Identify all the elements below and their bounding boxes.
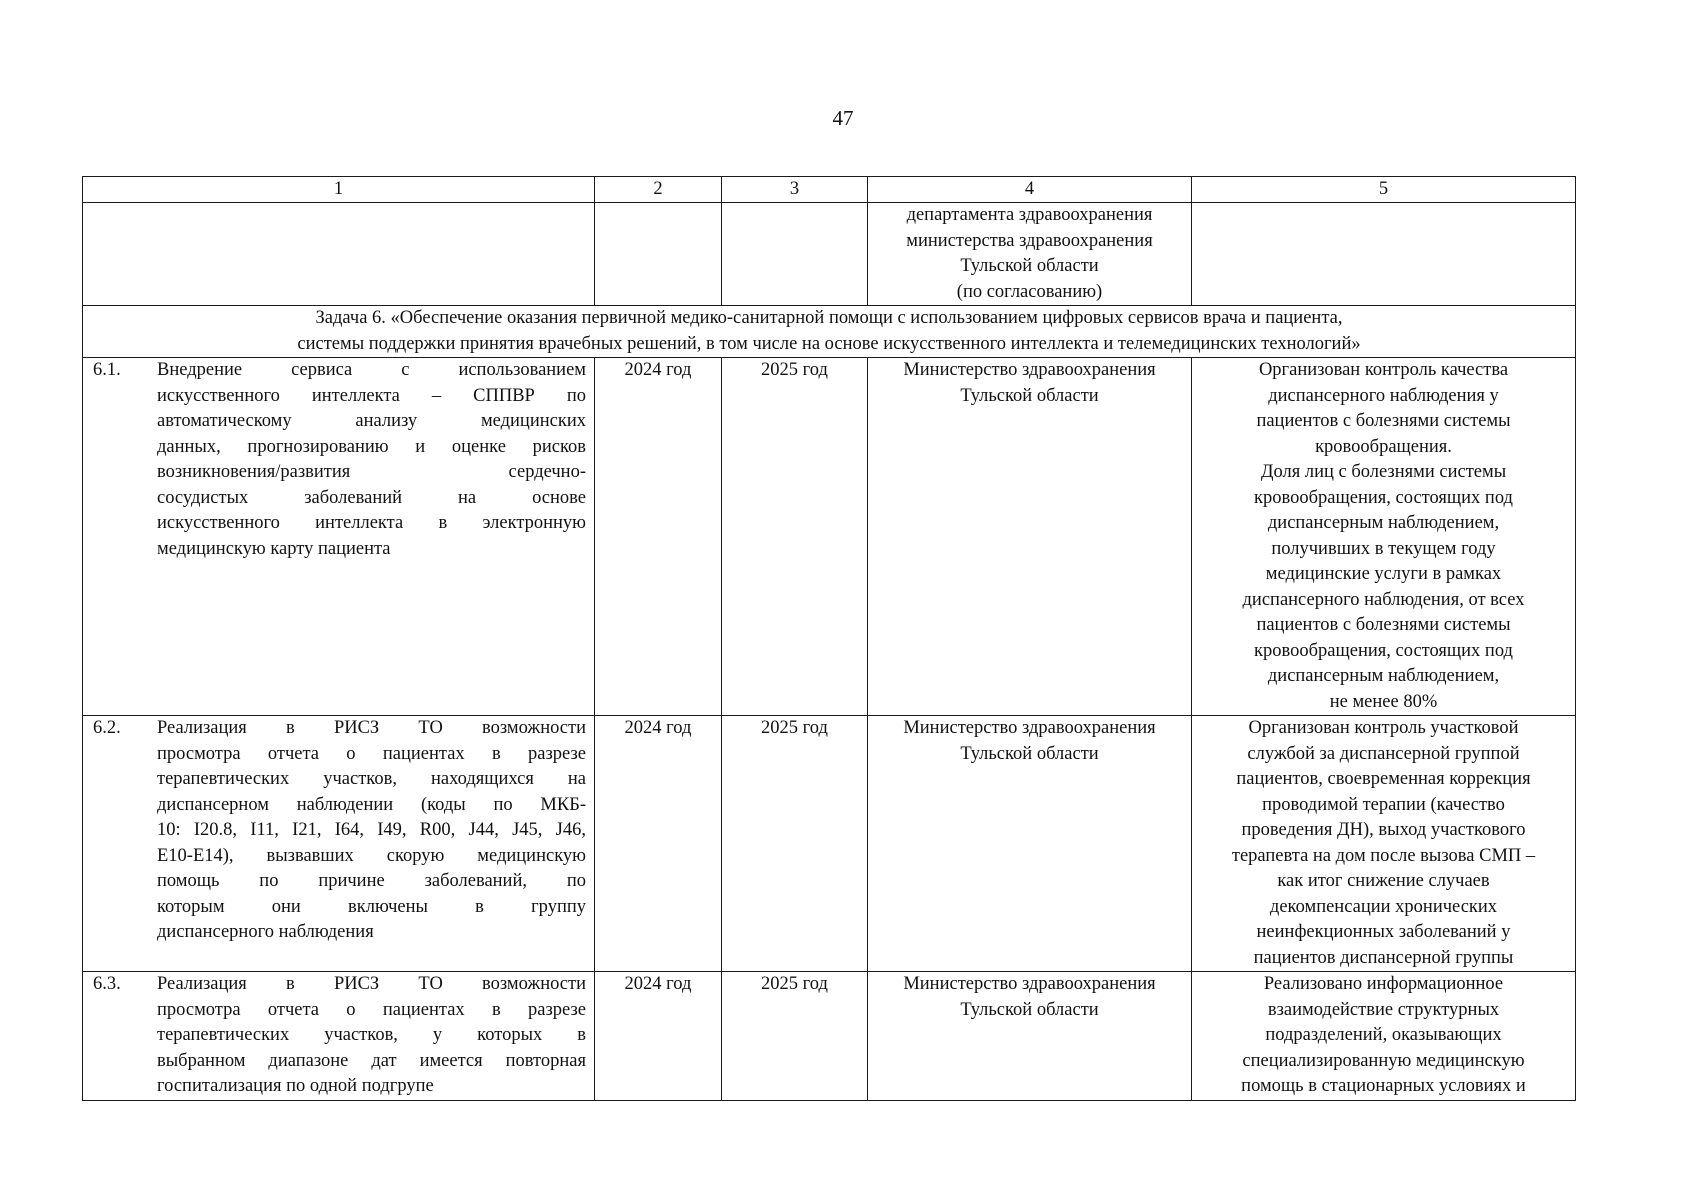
result-line: диспансерным наблюдением, [1267,513,1500,533]
row-start-year: 2024 год [624,974,692,994]
row-start-cell [595,972,722,1101]
executor-line: Министерство здравоохранения [903,974,1156,994]
row-executor [876,716,1183,767]
row-result [1200,358,1567,715]
row-executor [876,972,1183,1023]
column-header-4: 4 [868,177,1192,203]
column-number-row [83,177,1576,203]
description-line: Реализация в РИСЗ ТО возможности [157,718,586,738]
description-line: E10-E14), вызвавших скорую медицинскую [157,845,586,866]
continued-description-cell [83,203,595,306]
description-line: Реализация в РИСЗ ТО возможности [157,974,586,994]
description-line: диспансерного наблюдения [157,922,374,942]
description-line: искусственного интеллекта в электронную [157,513,586,533]
row-description-cell [83,716,595,972]
description-line: сосудистых заболеваний на основе [157,487,586,508]
result-line: проведения ДН), выход участкового [1241,820,1526,840]
column-header-5: 5 [1192,177,1576,203]
result-line: получивших в текущем году [1271,538,1496,559]
row-result-cell [1192,716,1576,972]
row-result-cell [1192,972,1576,1101]
row-description-cell [83,972,595,1101]
executor-line: (по согласованию) [956,281,1103,302]
row-number: 6.3. [93,974,121,994]
description-line: которым они включены в группу [157,896,586,917]
description-line: медицинскую карту пациента [157,538,391,559]
executor-line: Министерство здравоохранения [903,718,1156,738]
executor-line: министерства здравоохранения [906,230,1153,251]
row-end-cell [722,716,868,972]
row-start-cell [595,716,722,972]
result-line: кровообращения, состоящих под [1254,487,1513,508]
result-line: как итог снижение случаев [1277,871,1490,891]
result-line: Доля лиц с болезнями системы [1260,462,1507,482]
column-header-3: 3 [722,177,868,203]
column-header-1: 1 [83,177,595,203]
description-line: госпитализация по одной подгрупе [157,1076,434,1096]
description-line: возникновения/развития сердечно- [157,462,586,482]
task-row [83,306,1576,358]
result-line: не менее 80% [1329,691,1438,712]
row-result [1200,716,1567,971]
task-heading [83,306,1576,358]
description-line: автоматическому анализу медицинских [157,411,586,431]
description-line: просмотра отчета о пациентах в разрезе [157,999,586,1020]
result-line: неинфекционных заболеваний у [1256,922,1511,942]
continued-row [83,203,1576,306]
description-line: помощь по причине заболеваний, по [157,871,586,891]
description-line: терапевтических участков, у которых в [157,1025,586,1045]
result-line: помощь в стационарных условиях и [1241,1076,1526,1096]
row-end-cell [722,358,868,716]
executor-line: Тульской области [960,385,1099,406]
row-executor-cell [868,358,1192,716]
result-line: пациентов, своевременная коррекция [1236,769,1531,789]
result-line: Реализовано информационное [1263,974,1504,994]
row-executor-cell [868,716,1192,972]
result-line: кровообращения. [1315,436,1452,457]
result-line: подразделений, оказывающих [1265,1025,1502,1045]
row-end-year: 2025 год [761,974,828,994]
result-line: пациентов с болезнями системы [1256,615,1511,635]
executor-line: департамента здравоохранения [906,205,1153,225]
row-description-cell [83,358,595,716]
result-line: декомпенсации хронических [1269,896,1498,917]
measures-table [82,176,1576,1101]
row-start-year: 2024 год [624,718,692,738]
result-line: пациентов с болезнями системы [1256,411,1511,431]
row-number: 6.1. [93,360,121,380]
row-description [157,358,586,562]
row-end-cell [722,972,868,1101]
description-line: просмотра отчета о пациентах в разрезе [157,743,586,764]
continued-end-cell [722,203,868,306]
result-line: диспансерным наблюдением, [1267,666,1500,686]
row-executor-cell [868,972,1192,1101]
executor-line: Тульской области [960,999,1099,1020]
executor-line: Тульской области [960,256,1099,276]
description-line: Внедрение сервиса с использованием [157,360,586,380]
task-heading-line: Задача 6. «Обеспечение оказания первичной медико-санитарной помощи с использованием цифровых сервисов врача и пациента, [315,308,1343,328]
result-line: медицинские услуги в рамках [1265,564,1502,584]
column-header-2: 2 [595,177,722,203]
row-executor [876,358,1183,409]
result-line: Организован контроль качества [1258,360,1509,380]
row-start-cell [595,358,722,716]
result-line: диспансерного наблюдения, от всех [1242,589,1525,610]
row-end-year: 2025 год [761,360,828,380]
row-result-cell [1192,358,1576,716]
row-end-year: 2025 год [761,718,828,738]
description-line: терапевтических участков, находящихся на [157,769,586,789]
continued-start-cell [595,203,722,306]
executor-line: Тульской области [960,743,1099,764]
result-line: взаимодействие структурных [1267,999,1500,1020]
row-start-year: 2024 год [624,360,692,380]
row-result [1200,972,1567,1100]
result-line: кровообращения, состоящих под [1254,640,1513,661]
result-line: терапевта на дом после вызова СМП – [1231,845,1536,866]
row-number: 6.2. [93,718,121,738]
table-row-3 [83,972,1576,1101]
row-description [157,972,586,1100]
executor-line: Министерство здравоохранения [903,360,1156,380]
description-line: 10: I20.8, I11, I21, I64, I49, R00, J44, J45, J46, [157,820,586,840]
result-line: диспансерного наблюдения у [1268,385,1499,406]
result-line: проводимой терапии (качество [1262,794,1505,815]
description-line: диспансерном наблюдении (коды по МКБ- [157,794,586,815]
description-line: выбранном диапазоне дат имеется повторная [157,1050,586,1071]
table-row-2 [83,716,1576,972]
row-description [157,716,586,946]
description-line: данных, прогнозированию и оценке рисков [157,436,586,457]
description-line: искусственного интеллекта – СППВР по [157,385,586,406]
result-line: Организован контроль участковой [1248,718,1519,738]
result-line: пациентов диспансерной группы [1253,947,1514,968]
result-line: службой за диспансерной группой [1247,743,1520,764]
continued-executor-cell [868,203,1192,306]
result-line: специализированную медицинскую [1242,1050,1525,1071]
page-number: 47 [832,106,854,130]
table-row-1 [83,358,1576,716]
task-heading-line: системы поддержки принятия врачебных решений, в том числе на основе искусственного интеллекта и телемедицинских технологий» [297,333,1361,354]
continued-result-cell [1192,203,1576,306]
